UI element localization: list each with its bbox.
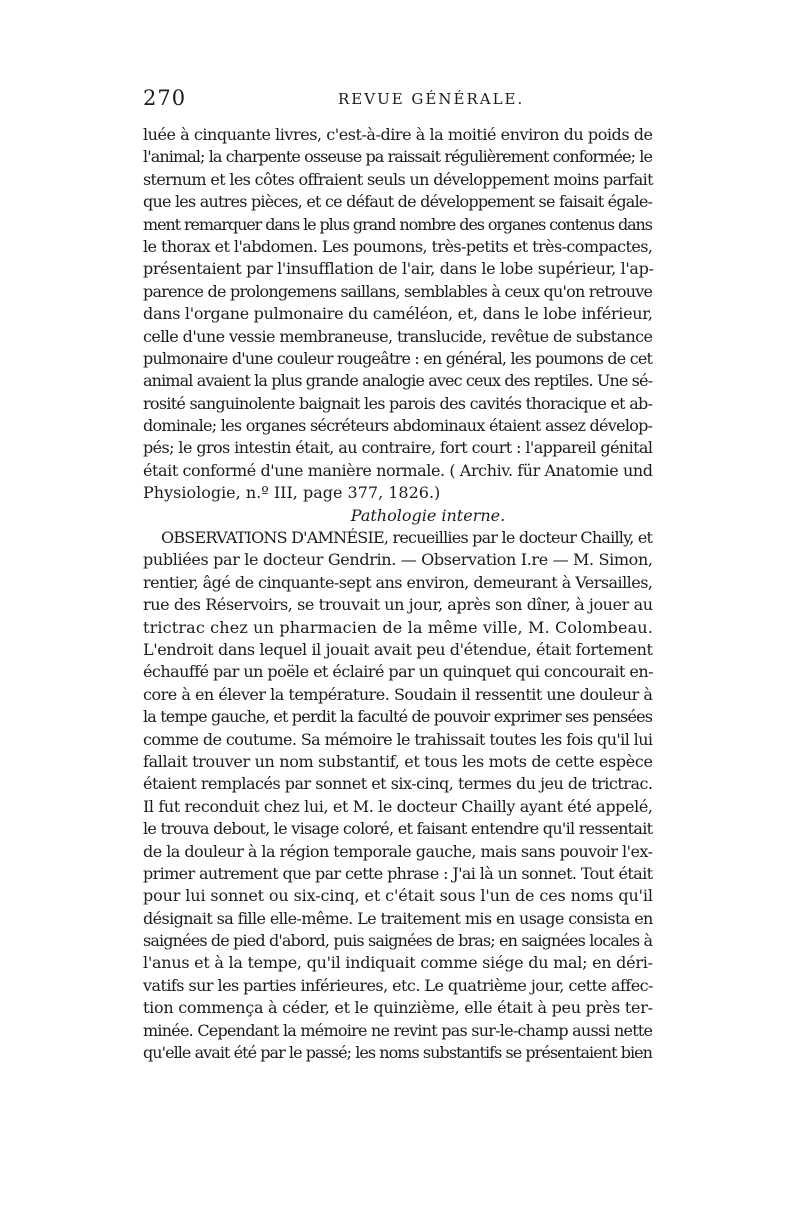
text-line: celle d'une vessie membraneuse, translucide, revêtue de substance [143, 326, 653, 346]
page-number: 270 [143, 86, 187, 110]
text-line: tion commença à céder, et le quinzième, elle était à peu près ter- [143, 998, 653, 1018]
text-line: publiées par le docteur Gendrin. — Observation I.re — M. Simon, [143, 550, 653, 570]
text-line: core à en élever la température. Soudain il ressentit une douleur à [143, 684, 653, 704]
page-header [143, 86, 653, 116]
text-line: rentier, âgé de cinquante-sept ans environ, demeurant à Versailles, [143, 572, 653, 592]
text-line: l'animal; la charpente osseuse pa raissait régulièrement conformée; le [143, 147, 653, 167]
text-line: primer autrement que par cette phrase : J'ai là un sonnet. Tout était [143, 863, 653, 883]
text-line: l'anus et à la tempe, qu'il indiquait comme siége du mal; en déri- [143, 953, 653, 973]
text-line: désignait sa fille elle-même. Le traitement mis en usage consista en [143, 908, 653, 928]
text-line: présentaient par l'insufflation de l'air, dans le lobe supérieur, l'ap- [143, 259, 654, 279]
text-line: minée. Cependant la mémoire ne revint pas sur-le-champ aussi nette [143, 1020, 653, 1040]
text-line: de la douleur à la région temporale gauche, mais sans pouvoir l'ex- [143, 841, 653, 861]
text-line: qu'elle avait été par le passé; les noms substantifs se présentaient bien [143, 1043, 653, 1063]
text-line: animal avaient la plus grande analogie avec ceux des reptiles. Une sé- [143, 371, 653, 391]
text-line: comme de coutume. Sa mémoire le trahissait toutes les fois qu'il lui [143, 729, 653, 749]
text-line: la tempe gauche, et perdit la faculté de pouvoir exprimer ses pensées [143, 707, 653, 727]
text-line: L'endroit dans lequel il jouait avait peu d'étendue, était fortement [143, 639, 653, 659]
text-line: OBSERVATIONS D'AMNÉSIE, recueillies par le docteur Chailly, et [161, 528, 653, 548]
text-line: ment remarquer dans le plus grand nombre des organes contenus dans [143, 214, 652, 234]
text-line: étaient remplacés par sonnet et six-cinq, termes du jeu de trictrac. [143, 774, 653, 794]
text-line: le trouva debout, le visage coloré, et faisant entendre qu'il ressentait [143, 819, 653, 839]
text-line: échauffé par un poële et éclairé par un quinquet qui concourait en- [143, 662, 653, 682]
text-line: vatifs sur les parties inférieures, etc. Le quatrième jour, cette affec- [143, 975, 653, 995]
text-line: le thorax et l'abdomen. Les poumons, très-petits et très-compactes, [143, 236, 653, 256]
text-line: pés; le gros intestin était, au contraire, fort court : l'appareil génital [143, 438, 653, 458]
text-line: pulmonaire d'une couleur rougeâtre : en général, les poumons de cet [143, 348, 653, 368]
text-line: sternum et les côtes offraient seuls un développement moins parfait [143, 169, 653, 189]
section-heading: Pathologie interne. [350, 505, 506, 525]
text-line: était conformé d'une manière normale. ( Archiv. für Anatomie und [143, 460, 653, 480]
text-line: Il fut reconduit chez lui, et M. le docteur Chailly ayant été appelé, [143, 796, 653, 816]
text-line: trictrac chez un pharmacien de la même ville, M. Colombeau. [143, 617, 653, 637]
body-text [143, 124, 653, 1064]
running-head: REVUE GÉNÉRALE. [338, 90, 525, 108]
text-line: que les autres pièces, et ce défaut de développement se faisait égale- [143, 192, 653, 212]
text-line: pour lui sonnet ou six-cinq, et c'était sous l'un de ces noms qu'il [143, 886, 653, 906]
text-line: Physiologie, n.º III, page 377, 1826.) [143, 483, 441, 503]
text-line: rue des Réservoirs, se trouvait un jour, après son dîner, à jouer au [143, 595, 653, 615]
text-line: dominale; les organes sécréteurs abdominaux étaient assez dévelop- [143, 416, 653, 436]
text-line: saignées de pied d'abord, puis saignées de bras; en saignées locales à [143, 931, 653, 951]
text-line: luée à cinquante livres, c'est-à-dire à la moitié environ du poids de [143, 125, 653, 144]
text-line: fallait trouver un nom substantif, et tous les mots de cette espèce [143, 751, 653, 771]
text-line: parence de prolongemens saillans, semblables à ceux qu'on retrouve [143, 281, 653, 301]
text-line: dans l'organe pulmonaire du caméléon, et, dans le lobe inférieur, [143, 304, 653, 324]
text-line: rosité sanguinolente baignait les parois des cavités thoracique et ab- [143, 393, 653, 413]
